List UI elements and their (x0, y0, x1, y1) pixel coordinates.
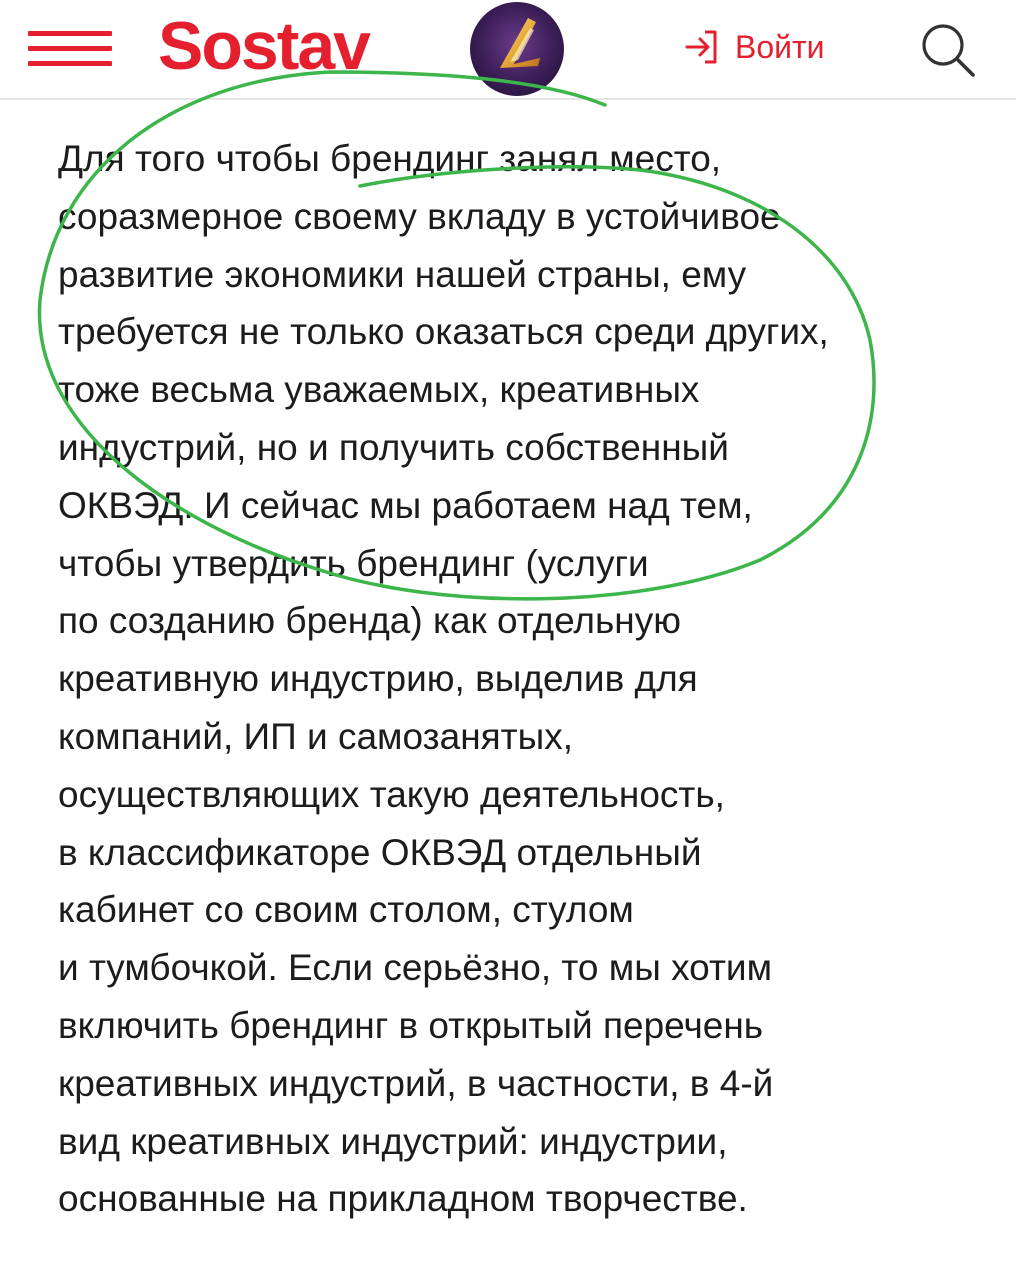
site-header (0, 0, 1016, 100)
hamburger-menu-icon[interactable] (28, 28, 112, 70)
login-link[interactable] (683, 24, 825, 70)
login-label: Войти (735, 28, 825, 65)
award-badge[interactable] (470, 2, 564, 96)
article-paragraph: Для того чтобы брендинг занял место, соразмерное своему вкладу в устойчивое развитие экономики нашей страны, ему требуется не только оказаться среди других, тоже весьма уважаемых, креативных индустрий, но и получить собственный ОКВЭД. И сейчас мы работаем над тем, чтобы утвердить брендинг (услуги по созданию бренда) как отдельную креативную индустрию, выделив для компаний, ИП и самозанятых, осуществляющих такую деятельность, в классификаторе ОКВЭД отдельный кабинет со своим столом, стулом и тумбочкой. Если серьёзно, то мы хотим включить брендинг в открытый перечень креативных индустрий, в частности, в 4-й вид креативных индустрий: индустрии, основанные на прикладном творчестве. (58, 138, 829, 1220)
search-icon[interactable] (918, 20, 978, 80)
menu-bar (28, 61, 112, 66)
menu-bar (28, 46, 112, 51)
award-badge-graphic (470, 2, 564, 96)
site-logo[interactable]: Sostav (158, 8, 369, 84)
article-body (58, 130, 968, 1228)
menu-bar (28, 31, 112, 36)
search-icon-graphic (918, 20, 978, 80)
login-arrow-icon (683, 28, 721, 66)
